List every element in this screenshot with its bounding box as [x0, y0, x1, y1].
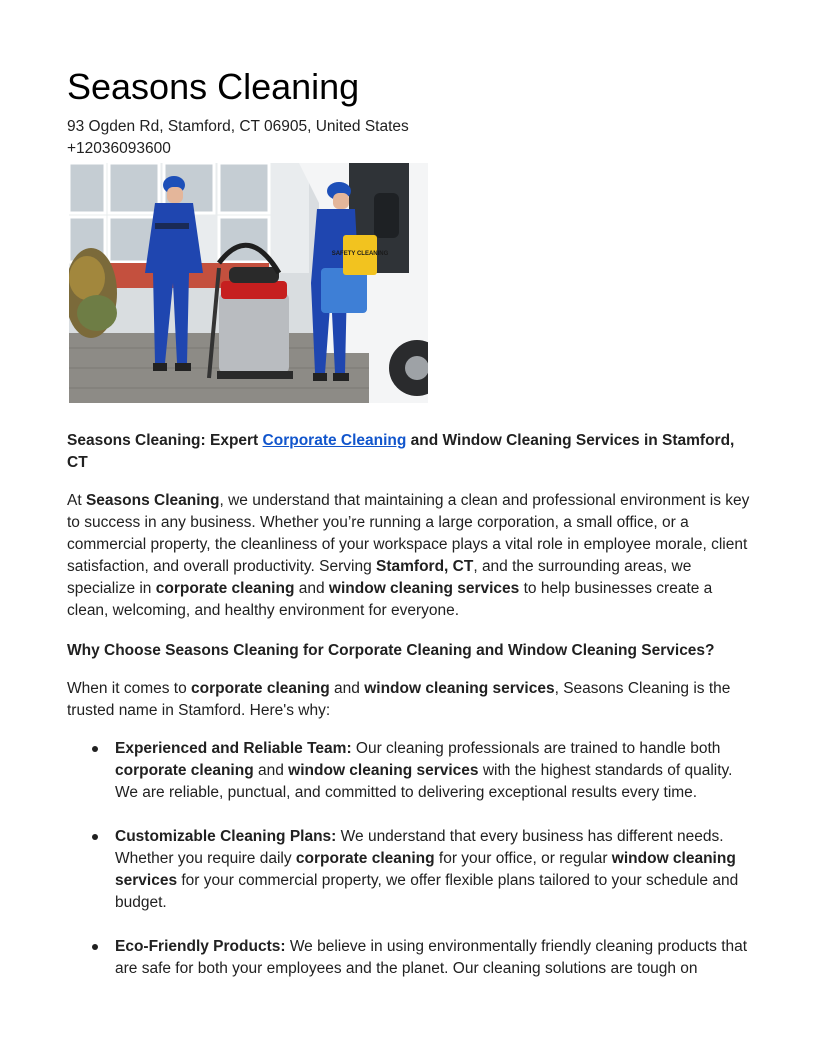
detergent-label: SAFETY CLEANING	[331, 251, 389, 257]
article-body	[67, 430, 757, 1002]
reasons-list	[67, 738, 757, 980]
why-paragraph: When it comes to corporate cleaning and window cleaning services, Seasons Cleaning is the trusted name in Stamford. Here's why:	[67, 680, 731, 719]
list-item: Customizable Cleaning Plans: We understand that every business has different needs. Whether you require daily corporate cleaning for your office, or regular window cleaning services for your commercial property, we offer flexible plans tailored to your schedule and budget.	[115, 826, 757, 914]
business-phone: +12036093600	[67, 140, 171, 157]
corporate-cleaning-link[interactable]: Corporate Cleaning	[262, 432, 407, 449]
list-item: Experienced and Reliable Team: Our cleaning professionals are trained to handle both corporate cleaning and window cleaning services with the highest standards of quality. We are reliable, punctual, and committed to delivering exceptional results every time.	[115, 738, 757, 804]
business-contact	[67, 116, 409, 160]
hero-photo	[69, 163, 428, 403]
page-title: Seasons Cleaning	[67, 66, 360, 107]
why-heading: Why Choose Seasons Cleaning for Corporate Cleaning and Window Cleaning Services?	[67, 642, 715, 659]
intro-heading: Seasons Cleaning: Expert Corporate Cleaning and Window Cleaning Services in Stamford, CT	[67, 432, 735, 471]
intro-paragraph: At Seasons Cleaning, we understand that maintaining a clean and professional environment is key to success in any business. Whether you’re running a large corporation, a small office, or a commercial property, the cleanliness of your workspace plays a vital role in employee morale, client satisfaction, and overall productivity. Serving Stamford, CT, and the surrounding areas, we specialize in corporate cleaning and window cleaning services to help businesses create a clean, welcoming, and healthy environment for everyone.	[67, 492, 750, 619]
business-address: 93 Ogden Rd, Stamford, CT 06905, United States	[67, 118, 409, 135]
list-item: Eco-Friendly Products: We believe in using environmentally friendly cleaning products that are safe for both your employees and the planet. Our cleaning solutions are tough on	[115, 936, 757, 980]
